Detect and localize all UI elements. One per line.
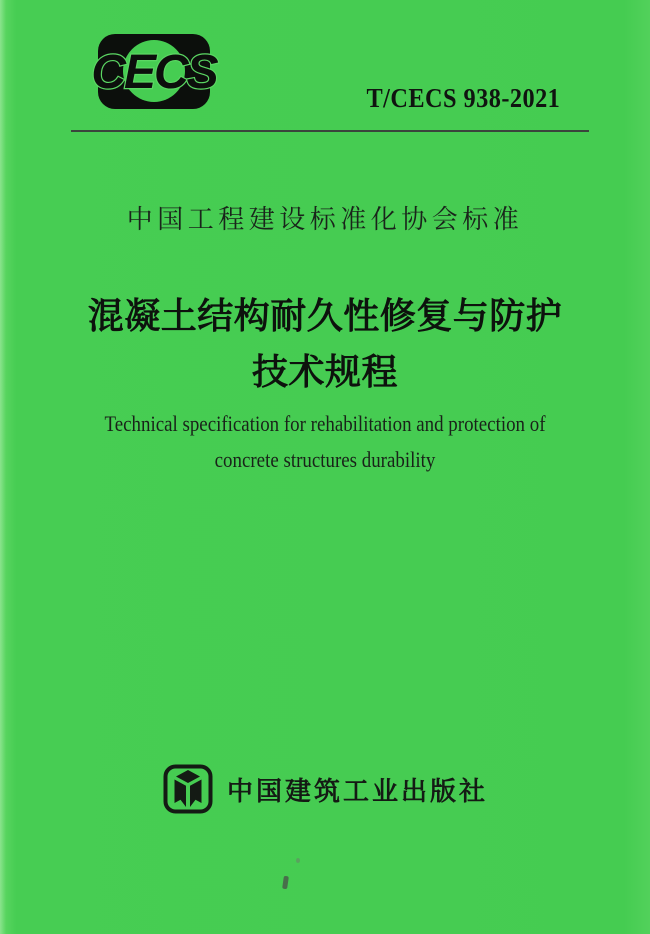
main-title-line1: 混凝土结构耐久性修复与防护 [87, 295, 563, 336]
cabp-press-logo-icon [162, 763, 214, 815]
cecs-logo-text: CECS [91, 46, 217, 99]
main-title [0, 288, 650, 400]
publisher-name: 中国建筑工业出版社 [226, 776, 488, 806]
cecs-logo-icon [85, 29, 225, 115]
publisher-row [0, 760, 650, 818]
english-subtitle [46, 406, 605, 478]
standard-number: T/CECS 938-2021 [366, 83, 560, 113]
association-standard-label: 中国工程建设标准化协会标准 [126, 205, 524, 234]
scan-speck-small [296, 858, 300, 863]
main-title-line2: 技术规程 [251, 351, 398, 392]
header-rule [71, 130, 589, 132]
scan-speck [282, 876, 289, 890]
english-subtitle-line1: Technical specification for rehabilitation and protection of [104, 411, 546, 436]
english-subtitle-line2: concrete structures durability [214, 447, 436, 472]
